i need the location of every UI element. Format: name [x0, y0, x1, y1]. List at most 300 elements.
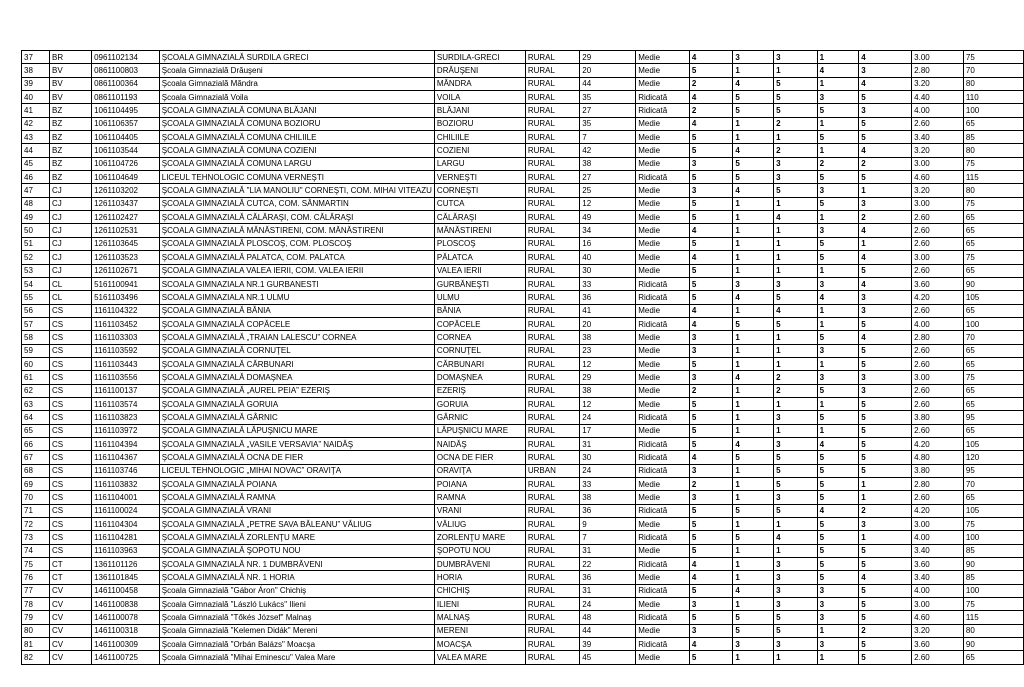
- score-4: 5: [817, 531, 859, 544]
- locality: MALNAŞ: [434, 611, 525, 624]
- table-row: [22, 598, 1024, 611]
- score-5: 5: [859, 171, 912, 184]
- score-3: 2: [774, 144, 818, 157]
- total-score: 90: [963, 638, 1023, 651]
- county-code: CS: [49, 478, 91, 491]
- average-score: 2.60: [912, 651, 964, 664]
- total-score: 70: [963, 331, 1023, 344]
- score-1: 5: [689, 277, 733, 290]
- score-1: 4: [689, 317, 733, 330]
- score-3: 3: [774, 558, 818, 571]
- county-code: BZ: [49, 117, 91, 130]
- student-count: 31: [580, 584, 636, 597]
- average-score: 2.60: [912, 304, 964, 317]
- area-type: RURAL: [525, 91, 579, 104]
- risk-level: Medie: [636, 571, 690, 584]
- area-type: RURAL: [525, 304, 579, 317]
- score-3: 3: [774, 171, 818, 184]
- student-count: 38: [580, 384, 636, 397]
- school-code: 1261102671: [92, 264, 160, 277]
- locality: ORAVIŢA: [434, 464, 525, 477]
- school-code: 1161104367: [92, 451, 160, 464]
- average-score: 3.80: [912, 411, 964, 424]
- total-score: 65: [963, 237, 1023, 250]
- school-name: ŞCOALA GIMNAZIALĂ COPĂCELE: [159, 317, 434, 330]
- table-row: [22, 518, 1024, 531]
- locality: COPĂCELE: [434, 317, 525, 330]
- score-2: 5: [733, 611, 774, 624]
- county-code: CJ: [49, 237, 91, 250]
- student-count: 12: [580, 357, 636, 370]
- school-name: ŞCOALA GIMNAZIALĂ OCNA DE FIER: [159, 451, 434, 464]
- total-score: 110: [963, 91, 1023, 104]
- score-2: 5: [733, 91, 774, 104]
- score-5: 5: [859, 544, 912, 557]
- school-name: ŞCOALA GIMNAZIALĂ NR. 1 DUMBRĂVENI: [159, 558, 434, 571]
- score-3: 5: [774, 77, 818, 90]
- score-5: 5: [859, 357, 912, 370]
- area-type: RURAL: [525, 357, 579, 370]
- locality: MERENI: [434, 624, 525, 637]
- table-row: [22, 197, 1024, 210]
- row-number: 55: [22, 291, 50, 304]
- locality: MĂNDRA: [434, 77, 525, 90]
- row-number: 82: [22, 651, 50, 664]
- student-count: 48: [580, 611, 636, 624]
- average-score: 2.60: [912, 264, 964, 277]
- score-5: 3: [859, 291, 912, 304]
- locality: ZORLENŢU MARE: [434, 531, 525, 544]
- table-row: [22, 504, 1024, 517]
- county-code: CS: [49, 518, 91, 531]
- school-code: 1261103645: [92, 237, 160, 250]
- county-code: CS: [49, 504, 91, 517]
- score-3: 3: [774, 157, 818, 170]
- county-code: CS: [49, 411, 91, 424]
- total-score: 65: [963, 117, 1023, 130]
- county-code: CS: [49, 491, 91, 504]
- table-row: [22, 251, 1024, 264]
- school-code: 1161104394: [92, 437, 160, 450]
- area-type: RURAL: [525, 211, 579, 224]
- score-2: 5: [733, 504, 774, 517]
- score-4: 5: [817, 478, 859, 491]
- average-score: 3.80: [912, 464, 964, 477]
- score-3: 4: [774, 211, 818, 224]
- average-score: 2.80: [912, 478, 964, 491]
- total-score: 65: [963, 384, 1023, 397]
- locality: CORNEŞTI: [434, 184, 525, 197]
- locality: VRANI: [434, 504, 525, 517]
- county-code: BZ: [49, 131, 91, 144]
- score-4: 3: [817, 277, 859, 290]
- total-score: 65: [963, 397, 1023, 410]
- school-name: ŞCOALA GIMNAZIALĂ LĂPUŞNICU MARE: [159, 424, 434, 437]
- table-row: [22, 51, 1024, 64]
- table-row: [22, 424, 1024, 437]
- average-score: 4.20: [912, 504, 964, 517]
- school-name: ŞCOALA GIMNAZIALĂ ZORLENŢU MARE: [159, 531, 434, 544]
- row-number: 65: [22, 424, 50, 437]
- average-score: 2.60: [912, 424, 964, 437]
- risk-level: Medie: [636, 51, 690, 64]
- school-code: 1461100309: [92, 638, 160, 651]
- locality: GORUIA: [434, 397, 525, 410]
- average-score: 2.60: [912, 211, 964, 224]
- school-code: 1161103303: [92, 331, 160, 344]
- score-3: 3: [774, 437, 818, 450]
- school-name: ŞCOALA GIMNAZIALĂ „VASILE VERSAVIA” NAIDĂŞ: [159, 437, 434, 450]
- school-code: 1061104649: [92, 171, 160, 184]
- table-row: [22, 571, 1024, 584]
- score-1: 4: [689, 451, 733, 464]
- score-5: 5: [859, 584, 912, 597]
- score-3: 3: [774, 571, 818, 584]
- score-2: 1: [733, 357, 774, 370]
- score-5: 3: [859, 384, 912, 397]
- score-1: 5: [689, 264, 733, 277]
- average-score: 2.80: [912, 331, 964, 344]
- score-1: 5: [689, 651, 733, 664]
- total-score: 65: [963, 357, 1023, 370]
- risk-level: Medie: [636, 144, 690, 157]
- table-row: [22, 411, 1024, 424]
- student-count: 42: [580, 144, 636, 157]
- school-code: 0961102134: [92, 51, 160, 64]
- area-type: RURAL: [525, 437, 579, 450]
- locality: ULMU: [434, 291, 525, 304]
- locality: DOMAŞNEA: [434, 371, 525, 384]
- total-score: 65: [963, 304, 1023, 317]
- student-count: 7: [580, 131, 636, 144]
- county-code: CT: [49, 571, 91, 584]
- school-code: 1161104322: [92, 304, 160, 317]
- score-2: 1: [733, 64, 774, 77]
- score-1: 4: [689, 117, 733, 130]
- table-row: [22, 651, 1024, 664]
- score-5: 3: [859, 197, 912, 210]
- score-2: 4: [733, 437, 774, 450]
- area-type: RURAL: [525, 478, 579, 491]
- score-5: 1: [859, 531, 912, 544]
- area-type: RURAL: [525, 397, 579, 410]
- score-5: 5: [859, 411, 912, 424]
- score-1: 5: [689, 544, 733, 557]
- average-score: 2.60: [912, 117, 964, 130]
- score-4: 4: [817, 291, 859, 304]
- score-3: 1: [774, 224, 818, 237]
- area-type: RURAL: [525, 504, 579, 517]
- score-5: 5: [859, 451, 912, 464]
- school-name: ŞCOALA GIMNAZIALĂ COMUNA BOZIORU: [159, 117, 434, 130]
- score-2: 1: [733, 197, 774, 210]
- score-1: 4: [689, 638, 733, 651]
- average-score: 4.80: [912, 451, 964, 464]
- score-4: 5: [817, 384, 859, 397]
- school-name: ŞCOALA GIMNAZIALĂ COMUNA CHILIILE: [159, 131, 434, 144]
- score-5: 5: [859, 638, 912, 651]
- area-type: RURAL: [525, 331, 579, 344]
- row-number: 69: [22, 478, 50, 491]
- row-number: 41: [22, 104, 50, 117]
- student-count: 22: [580, 558, 636, 571]
- school-code: 1461100838: [92, 598, 160, 611]
- average-score: 2.60: [912, 397, 964, 410]
- score-2: 1: [733, 424, 774, 437]
- score-5: 4: [859, 51, 912, 64]
- score-1: 5: [689, 424, 733, 437]
- county-code: CS: [49, 331, 91, 344]
- row-number: 64: [22, 411, 50, 424]
- average-score: 2.80: [912, 64, 964, 77]
- locality: CĂLĂRAŞI: [434, 211, 525, 224]
- score-4: 1: [817, 264, 859, 277]
- total-score: 100: [963, 317, 1023, 330]
- school-code: 1361101126: [92, 558, 160, 571]
- row-number: 67: [22, 451, 50, 464]
- row-number: 81: [22, 638, 50, 651]
- locality: CORNUŢEL: [434, 344, 525, 357]
- table-row: [22, 144, 1024, 157]
- school-name: ŞCOALA GIMNAZIALĂ COMUNA BLĂJANI: [159, 104, 434, 117]
- score-3: 1: [774, 518, 818, 531]
- total-score: 100: [963, 584, 1023, 597]
- school-code: 5161103496: [92, 291, 160, 304]
- score-1: 3: [689, 184, 733, 197]
- score-1: 4: [689, 558, 733, 571]
- score-4: 1: [817, 424, 859, 437]
- student-count: 38: [580, 491, 636, 504]
- county-code: CS: [49, 451, 91, 464]
- table-row: [22, 77, 1024, 90]
- risk-level: Medie: [636, 624, 690, 637]
- risk-level: Ridicată: [636, 411, 690, 424]
- student-count: 24: [580, 464, 636, 477]
- school-name: Şcoala Gimnazială "László Lukács" Ilieni: [159, 598, 434, 611]
- score-3: 1: [774, 237, 818, 250]
- row-number: 50: [22, 224, 50, 237]
- score-4: 3: [817, 371, 859, 384]
- school-code: 1161103574: [92, 397, 160, 410]
- score-3: 5: [774, 464, 818, 477]
- score-4: 3: [817, 584, 859, 597]
- score-1: 5: [689, 437, 733, 450]
- score-1: 5: [689, 611, 733, 624]
- school-name: ŞCOALA GIMNAZIALĂ COMUNA COZIENI: [159, 144, 434, 157]
- county-code: CJ: [49, 197, 91, 210]
- total-score: 75: [963, 598, 1023, 611]
- row-number: 62: [22, 384, 50, 397]
- score-2: 1: [733, 598, 774, 611]
- score-5: 2: [859, 211, 912, 224]
- risk-level: Ridicată: [636, 451, 690, 464]
- score-1: 5: [689, 144, 733, 157]
- average-score: 3.40: [912, 131, 964, 144]
- school-name: LICEUL TEHNOLOGIC „MIHAI NOVAC” ORAVIŢA: [159, 464, 434, 477]
- score-2: 5: [733, 451, 774, 464]
- score-4: 5: [817, 518, 859, 531]
- area-type: RURAL: [525, 598, 579, 611]
- total-score: 95: [963, 411, 1023, 424]
- school-name: ŞCOALA GIMNAZIALĂ CĂLĂRAŞI, COM. CĂLĂRAŞI: [159, 211, 434, 224]
- score-1: 3: [689, 371, 733, 384]
- student-count: 31: [580, 544, 636, 557]
- school-code: 1161103746: [92, 464, 160, 477]
- score-1: 4: [689, 304, 733, 317]
- area-type: RURAL: [525, 638, 579, 651]
- locality: GURBĂNEŞTI: [434, 277, 525, 290]
- student-count: 35: [580, 117, 636, 130]
- student-count: 33: [580, 277, 636, 290]
- score-3: 1: [774, 651, 818, 664]
- school-name: ŞCOALA GIMNAZIALĂ NR. 1 HORIA: [159, 571, 434, 584]
- score-4: 4: [817, 64, 859, 77]
- county-code: CJ: [49, 211, 91, 224]
- locality: OCNA DE FIER: [434, 451, 525, 464]
- score-2: 1: [733, 518, 774, 531]
- score-4: 1: [817, 211, 859, 224]
- locality: VALEA IERII: [434, 264, 525, 277]
- row-number: 51: [22, 237, 50, 250]
- area-type: RURAL: [525, 424, 579, 437]
- school-name: ŞCOALA GIMNAZIALA VALEA IERII, COM. VALEA IERII: [159, 264, 434, 277]
- row-number: 78: [22, 598, 50, 611]
- score-4: 5: [817, 197, 859, 210]
- table-row: [22, 331, 1024, 344]
- locality: GÂRNIC: [434, 411, 525, 424]
- average-score: 4.00: [912, 104, 964, 117]
- table-row: [22, 91, 1024, 104]
- school-name: ŞCOALA GIMNAZIALĂ COMUNA LARGU: [159, 157, 434, 170]
- average-score: 3.20: [912, 77, 964, 90]
- score-2: 4: [733, 371, 774, 384]
- area-type: RURAL: [525, 384, 579, 397]
- county-code: CS: [49, 344, 91, 357]
- student-count: 16: [580, 237, 636, 250]
- school-name: Şcoala Gimnazială Drăuşeni: [159, 64, 434, 77]
- table-row: [22, 211, 1024, 224]
- total-score: 95: [963, 464, 1023, 477]
- risk-level: Medie: [636, 197, 690, 210]
- score-3: 1: [774, 397, 818, 410]
- score-5: 1: [859, 478, 912, 491]
- total-score: 105: [963, 437, 1023, 450]
- school-name: ŞCOALA GIMNAZIALĂ CĂRBUNARI: [159, 357, 434, 370]
- row-number: 63: [22, 397, 50, 410]
- county-code: BV: [49, 64, 91, 77]
- score-5: 2: [859, 157, 912, 170]
- student-count: 38: [580, 331, 636, 344]
- score-2: 5: [733, 171, 774, 184]
- total-score: 100: [963, 104, 1023, 117]
- score-4: 5: [817, 131, 859, 144]
- student-count: 20: [580, 64, 636, 77]
- average-score: 2.60: [912, 237, 964, 250]
- score-4: 1: [817, 304, 859, 317]
- score-2: 4: [733, 77, 774, 90]
- score-2: 4: [733, 144, 774, 157]
- student-count: 29: [580, 51, 636, 64]
- score-2: 5: [733, 317, 774, 330]
- row-number: 59: [22, 344, 50, 357]
- county-code: CS: [49, 424, 91, 437]
- area-type: RURAL: [525, 491, 579, 504]
- school-code: 1161103963: [92, 544, 160, 557]
- total-score: 115: [963, 611, 1023, 624]
- score-5: 5: [859, 397, 912, 410]
- school-name: ŞCOALA GIMNAZIALĂ BĂNIA: [159, 304, 434, 317]
- student-count: 38: [580, 157, 636, 170]
- average-score: 4.20: [912, 437, 964, 450]
- score-4: 5: [817, 491, 859, 504]
- score-5: 5: [859, 598, 912, 611]
- school-name: ŞCOALA GIMNAZIALĂ "LIA MANOLIU" CORNEŞTI, COM. MIHAI VITEAZU: [159, 184, 434, 197]
- county-code: CV: [49, 584, 91, 597]
- row-number: 43: [22, 131, 50, 144]
- score-2: 4: [733, 584, 774, 597]
- average-score: 2.60: [912, 491, 964, 504]
- score-3: 3: [774, 51, 818, 64]
- county-code: CV: [49, 598, 91, 611]
- score-3: 2: [774, 384, 818, 397]
- area-type: RURAL: [525, 157, 579, 170]
- row-number: 80: [22, 624, 50, 637]
- area-type: RURAL: [525, 544, 579, 557]
- school-code: 1161103832: [92, 478, 160, 491]
- student-count: 31: [580, 437, 636, 450]
- score-4: 5: [817, 104, 859, 117]
- score-1: 5: [689, 237, 733, 250]
- student-count: 7: [580, 531, 636, 544]
- student-count: 34: [580, 224, 636, 237]
- average-score: 4.00: [912, 584, 964, 597]
- school-code: 5161100941: [92, 277, 160, 290]
- county-code: CS: [49, 304, 91, 317]
- table-row: [22, 437, 1024, 450]
- school-code: 1061103544: [92, 144, 160, 157]
- risk-level: Medie: [636, 184, 690, 197]
- average-score: 2.60: [912, 344, 964, 357]
- row-number: 54: [22, 277, 50, 290]
- student-count: 41: [580, 304, 636, 317]
- total-score: 65: [963, 651, 1023, 664]
- school-code: 1161100024: [92, 504, 160, 517]
- table-row: [22, 344, 1024, 357]
- county-code: BV: [49, 77, 91, 90]
- score-2: 3: [733, 638, 774, 651]
- area-type: RURAL: [525, 104, 579, 117]
- score-5: 2: [859, 504, 912, 517]
- row-number: 70: [22, 491, 50, 504]
- score-1: 5: [689, 131, 733, 144]
- area-type: RURAL: [525, 411, 579, 424]
- locality: VOILA: [434, 91, 525, 104]
- score-4: 5: [817, 571, 859, 584]
- risk-level: Ridicată: [636, 104, 690, 117]
- score-1: 3: [689, 491, 733, 504]
- risk-level: Medie: [636, 384, 690, 397]
- area-type: RURAL: [525, 197, 579, 210]
- score-3: 2: [774, 117, 818, 130]
- row-number: 40: [22, 91, 50, 104]
- score-3: 5: [774, 478, 818, 491]
- row-number: 66: [22, 437, 50, 450]
- score-5: 1: [859, 184, 912, 197]
- risk-level: Medie: [636, 397, 690, 410]
- locality: BLĂJANI: [434, 104, 525, 117]
- county-code: CS: [49, 544, 91, 557]
- student-count: 44: [580, 77, 636, 90]
